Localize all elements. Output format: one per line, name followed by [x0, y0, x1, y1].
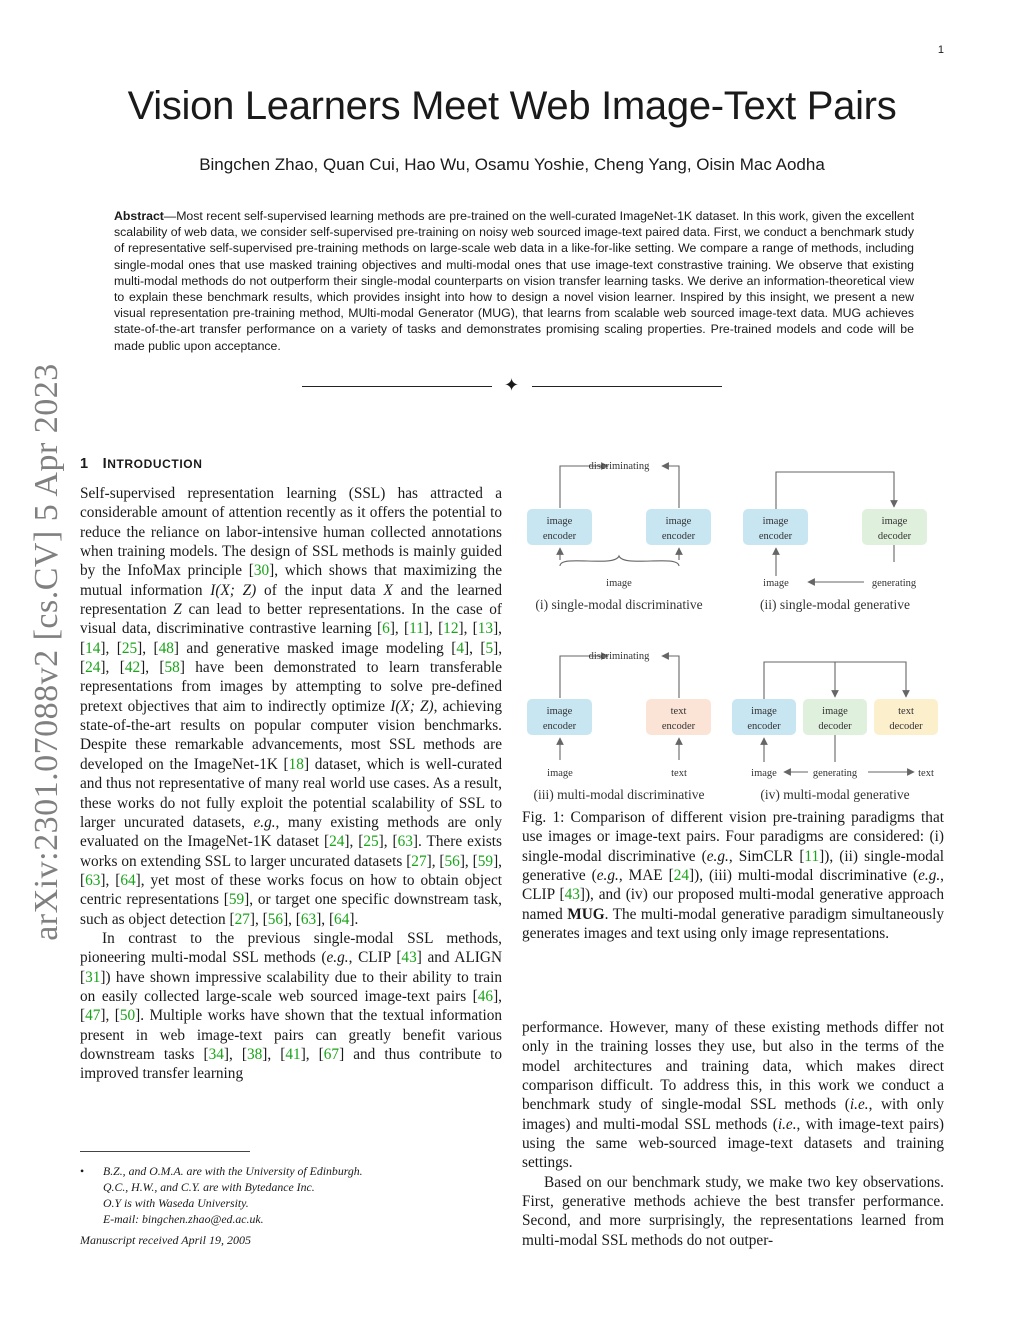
- citation-link[interactable]: 64: [334, 910, 350, 928]
- panel-single-modal-discriminative: [527, 461, 711, 612]
- abstract-label: Abstract: [114, 209, 164, 223]
- citation-link[interactable]: 31: [85, 968, 101, 986]
- right-column-body: [522, 1018, 944, 1250]
- box-line: decoder: [818, 721, 852, 732]
- footnote-line: O.Y is with Waseda University.: [103, 1196, 249, 1210]
- arxiv-watermark: [22, 363, 72, 941]
- box-line: image: [546, 706, 573, 717]
- citation-link[interactable]: 24: [85, 659, 101, 677]
- arrow: [662, 656, 679, 698]
- bold-text: MUG: [567, 905, 605, 923]
- label-text: text: [671, 768, 687, 779]
- label-generating: generating: [812, 768, 858, 779]
- citation-link[interactable]: 63: [300, 910, 317, 928]
- citation-link[interactable]: 43: [564, 886, 580, 904]
- citation-link[interactable]: 27: [411, 852, 427, 870]
- citation-link[interactable]: 50: [119, 1007, 136, 1025]
- citation-link[interactable]: 67: [323, 1045, 340, 1063]
- separator-star-icon: ✦: [504, 375, 520, 396]
- citation-link[interactable]: 59: [477, 852, 494, 870]
- citation-link[interactable]: 64: [120, 871, 136, 889]
- arrow: [560, 466, 608, 508]
- label-image: image: [751, 768, 777, 779]
- italic-text: Z: [173, 601, 182, 619]
- box-line: encoder: [542, 721, 577, 732]
- italic-text: e.g.: [596, 867, 619, 885]
- citation-link[interactable]: 63: [85, 871, 101, 889]
- label-discriminating: discriminating: [588, 461, 650, 472]
- citation-link[interactable]: 12: [443, 620, 459, 638]
- abstract: [114, 208, 914, 354]
- box-line: encoder: [758, 531, 793, 542]
- italic-text: I(X; Z): [390, 697, 434, 715]
- citation-link[interactable]: 4: [456, 639, 464, 657]
- label-image: image: [547, 768, 573, 779]
- citation-link[interactable]: 11: [804, 847, 820, 865]
- label-generating: generating: [871, 578, 917, 589]
- page-number: 1: [937, 44, 944, 56]
- box-line: text: [670, 706, 687, 717]
- paragraph: In contrast to the previous single-modal SSL methods, pioneering multi-modal SSL methods (e.g., CLIP [43] and ALIGN [31]) have shown impressive scalability due to their ability to train on easily collected large-scale web sourced image-text pairs [46], [47], [50]. Multiple works have shown that the textual information present in web image-text pairs can greatly benefit various downstream tasks [34], [38], [41], [67] and thus contribute to improved transfer learning: [80, 929, 502, 1083]
- manuscript-note: Manuscript received April 19, 2005: [80, 1233, 251, 1247]
- footnote-line: B.Z., and O.M.A. are with the University of Edinburgh.: [103, 1164, 363, 1178]
- box-line: image: [546, 516, 573, 527]
- figure-1-diagram: [522, 452, 952, 804]
- citation-link[interactable]: 59: [228, 891, 245, 909]
- box-line: image: [762, 516, 789, 527]
- citation-link[interactable]: 63: [397, 833, 413, 851]
- section-heading: [80, 456, 202, 472]
- author-list: Bingchen Zhao, Quan Cui, Hao Wu, Osamu Yoshie, Cheng Yang, Oisin Mac Aodha: [199, 155, 825, 174]
- box-line: encoder: [747, 721, 781, 732]
- citation-link[interactable]: 41: [285, 1045, 301, 1063]
- citation-link[interactable]: 11: [409, 620, 424, 638]
- citation-link[interactable]: 24: [329, 833, 345, 851]
- paper-title: Vision Learners Meet Web Image-Text Pairs: [127, 84, 897, 128]
- citation-link[interactable]: 48: [158, 639, 174, 657]
- box-line: encoder: [661, 721, 696, 732]
- figure-1: [522, 452, 952, 804]
- citation-link[interactable]: 58: [164, 659, 180, 677]
- separator-line-right: [532, 386, 722, 387]
- italic-text: e.g.: [253, 813, 276, 831]
- arrow: [560, 656, 608, 698]
- panel-label: (iv) multi-modal generative: [760, 787, 910, 802]
- footnote-rule: [80, 1151, 250, 1152]
- section-title-initial: I: [102, 456, 108, 472]
- citation-link[interactable]: 30: [253, 562, 270, 580]
- italic-text: e.g.: [706, 847, 729, 865]
- panel-label: (i) single-modal discriminative: [535, 597, 703, 612]
- label-image: image: [763, 578, 789, 589]
- citation-link[interactable]: 56: [444, 852, 460, 870]
- box-line: image: [665, 516, 692, 527]
- abstract-text: —Most recent self-supervised learning methods are pre-trained on the well-curated ImageNet-1K dataset. In this work, given the excellent scalability of web data, we consider self-supervised pre-training on noisy web sourced image-text paired data. First, we conduct a benchmark study of representative self-supervised pre-training methods on large-scale web data in a like-for-like setting. We compare a range of methods, including single-modal ones that use masked training objectives and multi-modal ones that use image-text constrastive training. We observe that existing multi-modal methods do not outperform their single-modal counterparts on vision transfer learning tasks. We derive an information-theoretical view to explain these benchmark results, which provides insight into how to design a novel vision learner. Inspired by this insight, we present a new visual representation pre-training method, MUlti-modal Generator (MUG), that learns from scalable web sourced image-text data. MUG achieves state-of-the-art transfer performance on a variety of tasks and demonstrates promising scaling properties. Pre-trained models and code will be made public upon acceptance.: [114, 209, 914, 353]
- citation-link[interactable]: 25: [363, 833, 379, 851]
- arrow: [776, 472, 894, 509]
- italic-text: e.g.: [918, 867, 941, 885]
- label-text: text: [918, 768, 934, 779]
- section-separator: [302, 375, 722, 396]
- figure-1-caption: Fig. 1: Comparison of different vision pre-training paradigms that use images or image-text pairs. Four paradigms are considered: (i) single-modal discriminative (e.g., SimCLR [11]), (ii) single-modal generative (e.g., MAE [24]), (iii) multi-modal discriminative (e.g., CLIP [43]), and (iv) our proposed multi-modal generative approach named MUG. The multi-modal generative paradigm simultaneously generates images and text using only image representations.: [522, 809, 945, 943]
- label-image: image: [606, 578, 632, 589]
- italic-text: I(X; Z): [210, 581, 257, 599]
- footnote-line: E-mail: bingchen.zhao@ed.ac.uk.: [103, 1212, 264, 1226]
- brace: [560, 556, 679, 566]
- panel-label: (iii) multi-modal discriminative: [533, 787, 705, 802]
- citation-link[interactable]: 34: [208, 1045, 224, 1063]
- citation-link[interactable]: 27: [234, 910, 250, 928]
- box-line: encoder: [542, 531, 577, 542]
- box-line: decoder: [877, 531, 912, 542]
- footnote-line: Q.C., H.W., and C.Y. are with Bytedance Inc.: [103, 1180, 315, 1194]
- panel-label: (ii) single-modal generative: [760, 597, 910, 612]
- paragraph: performance. However, many of these existing methods differ not only in the training losses they use, but also in the terms of the model architectures and training data, which makes direct comparison difficult. To address this, in this work we conduct a benchmark study of single-modal SSL methods (i.e., with only images) and multi-modal SSL methods (i.e., with image-text pairs) using the same web-sourced image-text datasets and training settings.: [522, 1019, 944, 1172]
- panel-single-modal-generative: [743, 472, 927, 612]
- box-line: text: [898, 706, 914, 717]
- citation-link[interactable]: 24: [673, 867, 690, 885]
- left-column-body: [80, 484, 502, 1084]
- italic-text: i.e.: [777, 1115, 797, 1133]
- box-line: image: [751, 706, 777, 717]
- citation-link[interactable]: 42: [124, 659, 141, 677]
- box-line: encoder: [661, 531, 696, 542]
- italic-text: X: [383, 581, 393, 599]
- citation-link[interactable]: 13: [477, 620, 494, 638]
- citation-link[interactable]: 43: [401, 949, 417, 967]
- panel-multi-modal-discriminative: [527, 651, 711, 802]
- footnote-bullet: •: [80, 1164, 85, 1178]
- citation-link[interactable]: 56: [267, 910, 284, 928]
- box-line: image: [822, 706, 848, 717]
- citation-link[interactable]: 18: [288, 755, 304, 773]
- citation-link[interactable]: 5: [485, 639, 494, 657]
- citation-link[interactable]: 6: [382, 620, 390, 638]
- italic-text: i.e.: [849, 1096, 869, 1114]
- arrow: [662, 466, 679, 508]
- panel-multi-modal-generative: [732, 662, 938, 802]
- arxiv-id: arXiv:2301.07088v2 [cs.CV] 5 Apr 2023: [28, 363, 65, 941]
- box-line: image: [881, 516, 908, 527]
- section-number: 1: [80, 456, 89, 472]
- label-discriminating: discriminating: [588, 651, 650, 662]
- footnote: [80, 1163, 500, 1227]
- box-line: decoder: [889, 721, 923, 732]
- separator-line-left: [302, 386, 492, 387]
- paragraph: Based on our benchmark study, we make two key observations. First, generative methods achieve the best transfer performance. Second, and more surprisingly, the representations learned from multi-modal SSL methods do not outper-: [522, 1173, 944, 1249]
- citation-link[interactable]: 46: [477, 987, 494, 1005]
- paragraph: Self-supervised representation learning (SSL) has attracted a considerable amount of attention recently as it offers the potential to reduce the reliance on labor-intensive human collected annotations when training models. The design of SSL methods is mainly guided by the InfoMax principle [30], which shows that maximizing the mutual information I(X; Z) of the input data X and the learned representation Z can lead to better representations. In the case of visual data, discriminative contrastive learning [6], [11], [12], [13], [14], [25], [48] and generative masked image modeling [4], [5], [24], [42], [58] have been demonstrated to learn transferable representations from images by attempting to solve pre-defined pretext objectives that aim to indirectly optimize I(X; Z), achieving state-of-the-art results on popular computer vision benchmarks. Despite these remarkable advancements, most SSL methods are developed on the ImageNet-1K [18] dataset, which is well-curated and thus not representative of many real world use cases. As a result, these works do not fully exploit the potential scalability of SSL to larger uncurated datasets, e.g., many existing methods are only evaluated on the ImageNet-1K dataset [24], [25], [63]. There exists works on extending SSL to larger uncurated datasets [27], [56], [59], [63], [64], yet most of these works focus on how to obtain object centric representations [59], or target one specific downstream task, such as object detection [27], [56], [63], [64].: [80, 485, 503, 928]
- citation-link[interactable]: 38: [247, 1045, 263, 1063]
- citation-link[interactable]: 25: [121, 639, 138, 657]
- citation-link[interactable]: 47: [85, 1007, 101, 1025]
- citation-link[interactable]: 14: [85, 639, 101, 657]
- italic-text: e.g.: [326, 949, 349, 967]
- section-title-rest: NTRODUCTION: [107, 457, 203, 471]
